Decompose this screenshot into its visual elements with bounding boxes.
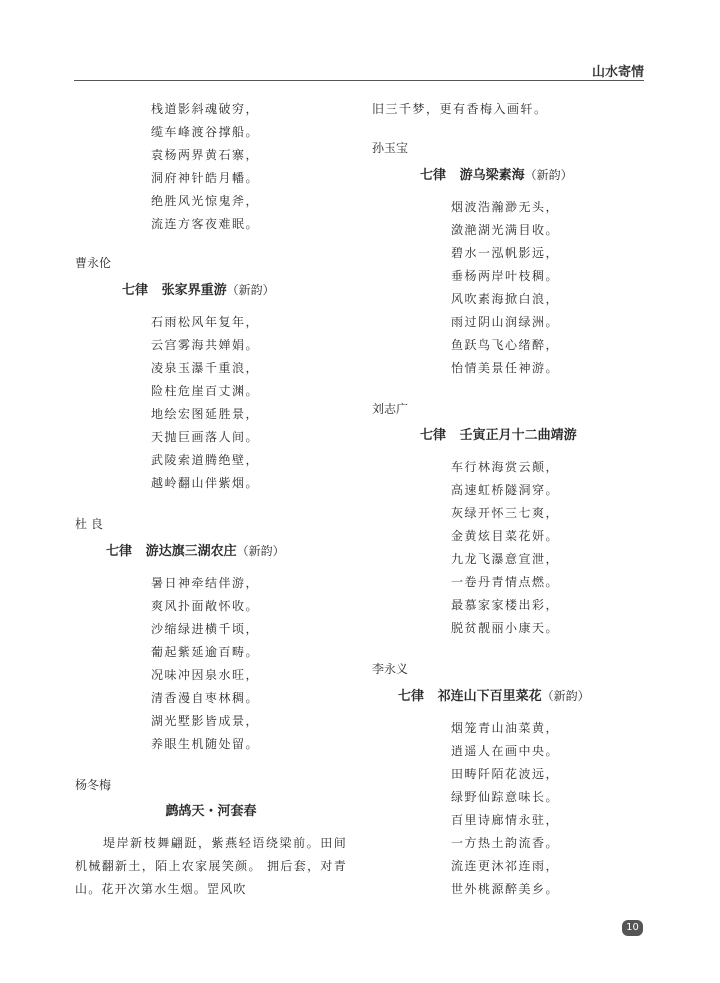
poem-line: 缆车峰渡谷撑船。 xyxy=(151,125,260,139)
poem-line: 天抛巨画落人间。 xyxy=(151,430,260,444)
poem-line: 雨过阴山润绿洲。 xyxy=(451,315,560,329)
poem-author: 刘志广 xyxy=(372,402,409,416)
header-rule xyxy=(74,80,644,81)
left-column xyxy=(75,98,347,901)
poem-form: 七律 xyxy=(122,283,149,298)
poem-line: 险柱危崖百丈渊。 xyxy=(151,384,260,398)
poem-line: 垂杨两岸叶枝稠。 xyxy=(451,269,560,283)
poem-body xyxy=(75,311,347,495)
poem-body xyxy=(75,572,347,756)
poem-prose: 堤岸新枝舞翩跹，紫燕轻语绕梁前。田间机械翻新土，陌上农家展笑颜。 拥后套，对青山。花开次第水生烟。罡风吹 xyxy=(75,836,347,896)
poem-line: 九龙飞瀑意宣泄， xyxy=(451,552,560,566)
poem-line: 风吹素海掀白浪， xyxy=(451,292,560,306)
poem-line: 车行林海赏云颠， xyxy=(451,460,560,474)
poem-line: 灰绿开怀三七爽， xyxy=(451,506,560,520)
poem-line: 高速虹桥隧洞穿。 xyxy=(451,483,560,497)
poem-line: 暑日神牵结伴游， xyxy=(151,576,260,590)
poem-line: 清香漫自枣林稠。 xyxy=(151,691,260,705)
poem-line: 况味冲因泉水旺， xyxy=(151,668,260,682)
poem-author: 李永义 xyxy=(372,662,409,676)
poem-line: 世外桃源醉美乡。 xyxy=(451,882,560,896)
poem-title xyxy=(372,426,644,446)
poem-line: 地绘宏图延胜景， xyxy=(151,407,260,421)
poem-form: 七律 xyxy=(420,168,447,183)
poem-line: 栈道影斜魂破穷， xyxy=(151,102,260,116)
poem-note: （新韵） xyxy=(541,689,590,703)
poem-line: 潋滟湖光满目收。 xyxy=(451,223,560,237)
poem-form: 七律 xyxy=(398,689,425,704)
poem-line: 流连方客夜难眠。 xyxy=(151,217,260,231)
poem-line: 绿野仙踪意味长。 xyxy=(451,790,560,804)
poem-title xyxy=(372,686,644,707)
poem-title xyxy=(75,280,347,301)
poem-line: 云宫雾海共婵娟。 xyxy=(151,338,260,352)
page-number-badge: 10 xyxy=(622,920,643,936)
poem-title-text: 壬寅正月十二曲靖游 xyxy=(459,428,577,443)
poem-author: 曹永伦 xyxy=(75,256,112,270)
poem-note: （新韵） xyxy=(524,168,573,182)
poem-line: 最慕家家楼出彩， xyxy=(451,598,560,612)
poem-title xyxy=(75,541,347,562)
poem-line: 袁杨两界黄石寨， xyxy=(151,148,260,162)
poem-author: 杜 良 xyxy=(75,517,103,531)
poem-note: （新韵） xyxy=(226,283,275,297)
poem-line: 一卷丹青情点燃。 xyxy=(451,575,560,589)
poem-line: 养眼生机随处留。 xyxy=(151,737,260,751)
poem-body xyxy=(372,717,644,901)
poem-line: 烟笼青山油菜黄， xyxy=(451,721,560,735)
poem-line: 百里诗廊情永驻， xyxy=(451,813,560,827)
poem-line: 逍遥人在画中央。 xyxy=(451,744,560,758)
poem-line: 流连更沐祁连雨， xyxy=(451,859,560,873)
poem-title: 鹧鸪天・河套春 xyxy=(165,804,257,819)
poem-line: 葡起紫延逾百畴。 xyxy=(151,645,260,659)
poem-line: 武陵索道腾绝壁， xyxy=(151,453,260,467)
poem-line: 鱼跃鸟飞心绪醉， xyxy=(451,338,560,352)
poem-line: 沙缩绿进横千顷， xyxy=(151,622,260,636)
section-title: 山水寄情 xyxy=(591,65,644,80)
poem-line: 越岭翻山伴紫烟。 xyxy=(151,476,260,490)
poem-body xyxy=(372,456,644,640)
poem-line: 爽风扑面敞怀收。 xyxy=(151,599,260,613)
poem-line: 湖光墅影皆成景， xyxy=(151,714,260,728)
poem-title xyxy=(372,165,644,186)
poem-line: 金黄炫目菜花妍。 xyxy=(451,529,560,543)
poem-title-text: 游达旗三湖农庄 xyxy=(145,544,237,559)
poem-line: 凌泉玉瀑千重浪， xyxy=(151,361,260,375)
poem-line: 脱贫靓丽小康天。 xyxy=(451,621,560,635)
poem-continuation-line: 旧三千梦，更有香梅入画轩。 xyxy=(372,102,548,116)
poem-title-text: 祁连山下百里菜花 xyxy=(437,689,542,704)
poem-author: 杨冬梅 xyxy=(75,778,112,792)
poem-body xyxy=(372,196,644,380)
poem-line: 一方热土韵流香。 xyxy=(451,836,560,850)
poem-form: 七律 xyxy=(420,428,447,443)
right-column xyxy=(372,98,644,901)
poem-line: 田畴阡陌花波远， xyxy=(451,767,560,781)
poem-line: 石雨松风年复年， xyxy=(151,315,260,329)
poem-author: 孙玉宝 xyxy=(372,141,409,155)
poem-line: 绝胜风光惊鬼斧， xyxy=(151,194,260,208)
poem-note: （新韵） xyxy=(236,544,285,558)
poem-title-text: 张家界重游 xyxy=(161,283,227,298)
poem-line: 洞府神针皓月幡。 xyxy=(151,171,260,185)
poem-line: 怡情美景任神游。 xyxy=(451,361,560,375)
poem-line: 碧水一泓帆影远， xyxy=(451,246,560,260)
poem-line: 烟波浩瀚渺无头， xyxy=(451,200,560,214)
poem-form: 七律 xyxy=(106,544,133,559)
poem-title-text: 游乌梁素海 xyxy=(459,168,525,183)
poem-continuation xyxy=(75,98,347,236)
